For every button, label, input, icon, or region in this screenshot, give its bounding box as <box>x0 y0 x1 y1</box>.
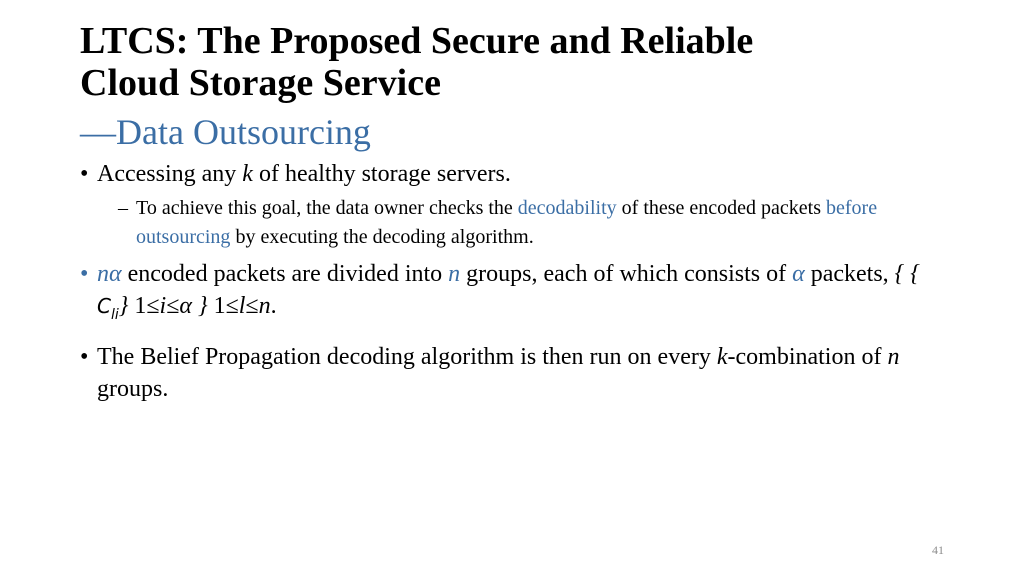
sub-bullet-text-a: To achieve this goal, the data owner checks the <box>136 197 518 219</box>
math-n: n <box>887 343 900 370</box>
bullet-3-text-c: groups. <box>97 375 169 402</box>
sub-bullet-marker: – <box>118 197 128 219</box>
bullet-1-text-b: of healthy storage servers. <box>252 161 511 187</box>
math-alpha: α <box>792 261 805 287</box>
bullet-marker: • <box>80 261 89 287</box>
math-k: k <box>716 343 728 370</box>
bullet-3-text-a: The Belief Propagation decoding algorithm is then run on every <box>97 343 717 370</box>
bullet-marker: • <box>80 161 89 187</box>
bullet-2-text-a: encoded packets are divided into <box>121 261 449 287</box>
range-2-upper: l≤n <box>238 293 271 319</box>
bullet-2-text-b: groups, each of which consists of <box>460 261 793 287</box>
math-c-subscript: li <box>110 306 119 323</box>
bullet-1 <box>80 158 950 190</box>
bullet-3 <box>80 341 950 405</box>
bullet-marker: • <box>80 343 89 370</box>
math-n-alpha: nα <box>97 261 122 287</box>
range-2-lower: 1≤ <box>213 293 239 319</box>
slide-title <box>80 20 960 104</box>
bullet-2-text-c: packets, <box>804 261 895 287</box>
title-line-1: LTCS: The Proposed Secure and Reliable <box>80 20 754 62</box>
title-line-2: Cloud Storage Service <box>80 62 441 104</box>
bullet-1-text-a: Accessing any <box>97 161 243 187</box>
page-number: 41 <box>932 543 944 557</box>
bullet-3-text-b: -combination of <box>727 343 888 370</box>
sub-bullet-1 <box>80 194 950 252</box>
range-1-lower: 1≤ <box>134 293 160 319</box>
math-c: C <box>97 294 111 318</box>
highlight-decodability: decodability <box>517 197 617 219</box>
set-close-2: } <box>191 293 214 319</box>
bullet-2-end: . <box>270 293 277 319</box>
set-close-1: } <box>118 293 135 319</box>
highlight-before-outsourcing: before outsourcing <box>136 197 878 248</box>
range-1-upper: i≤α <box>159 293 192 319</box>
slide-body <box>80 158 950 405</box>
math-n: n <box>448 261 461 287</box>
slide-subtitle: —Data Outsourcing <box>80 112 371 152</box>
sub-bullet-text-b: of these encoded packets <box>616 197 827 219</box>
set-open: { { <box>894 261 920 287</box>
bullet-2 <box>80 258 950 331</box>
sub-bullet-text-c: by executing the decoding algorithm. <box>230 226 534 248</box>
math-k: k <box>242 161 253 187</box>
spacer <box>80 331 950 341</box>
